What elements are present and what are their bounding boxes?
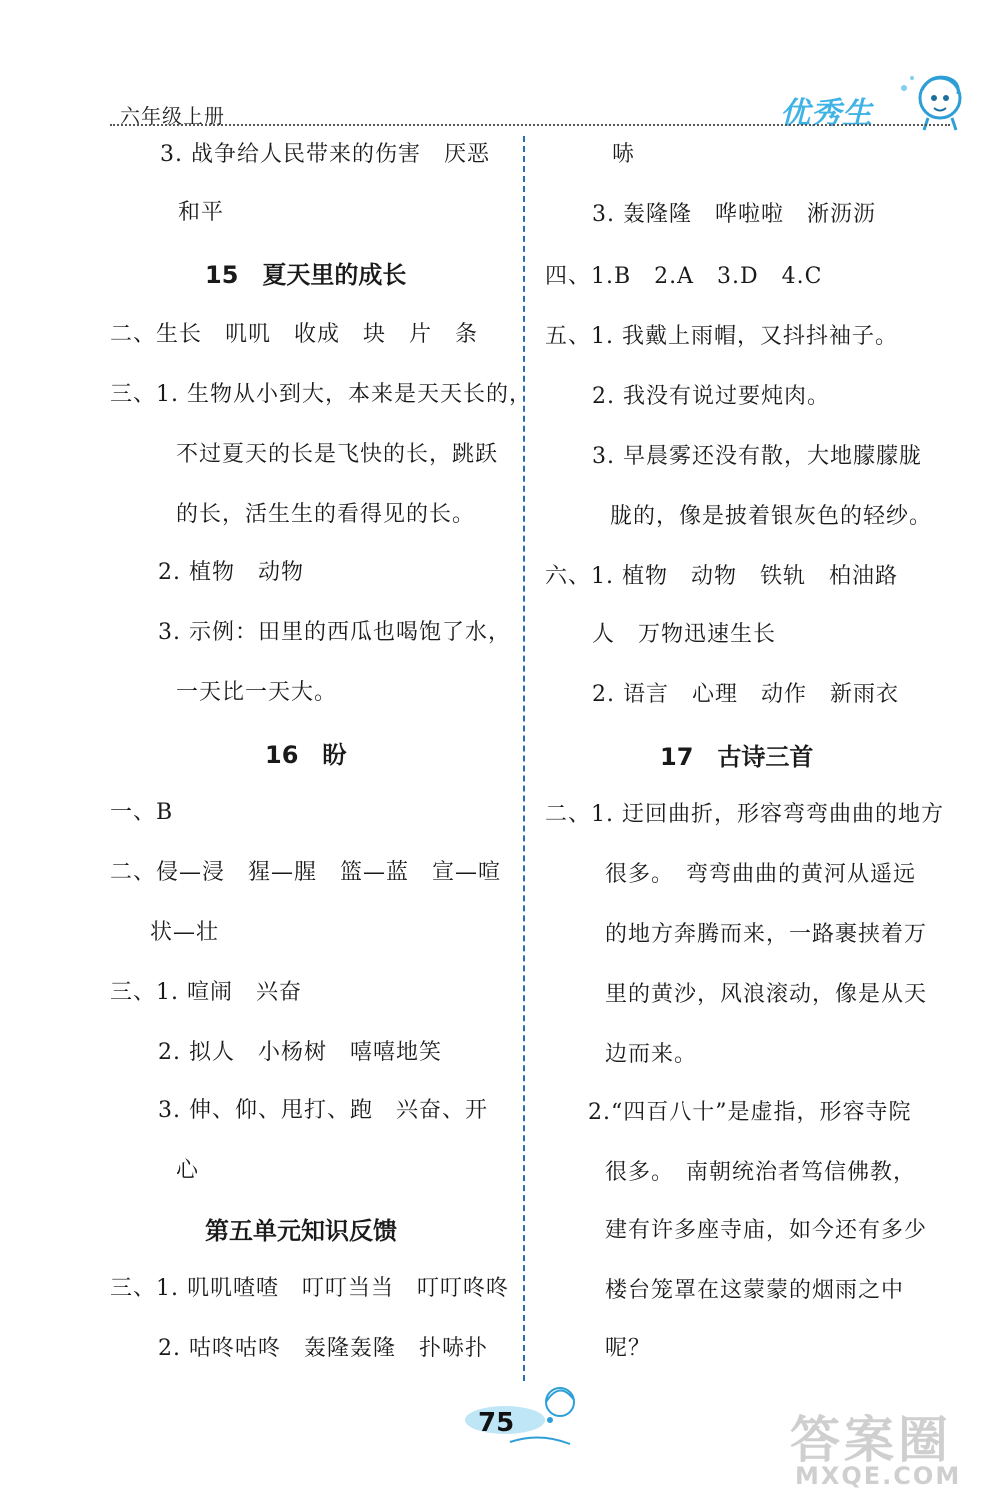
watermark-logo: 答案圈 [790, 1411, 952, 1469]
answer-line: 三、1. 叽叽喳喳 叮叮当当 叮叮咚咚 [110, 1276, 509, 1301]
page-number: 75 [478, 1408, 515, 1438]
answer-line: 和平 [178, 200, 225, 225]
answer-line: 二、1. 迂回曲折，形容弯弯曲曲的地方 [545, 802, 944, 827]
answer-line: 一天比一天大。 [176, 680, 338, 705]
answer-line: 三、1. 喧闹 兴奋 [110, 980, 302, 1005]
answer-line: 二、生长 叽叽 收成 块 片 条 [110, 322, 479, 347]
column-divider [523, 136, 525, 1381]
answer-line: 里的黄沙，风浪滚动，像是从天 [605, 982, 928, 1007]
answer-line: 3. 战争给人民带来的伤害 厌恶 [160, 142, 490, 167]
answer-line: 人 万物迅速生长 [592, 622, 777, 647]
answer-line: 2. 语言 心理 动作 新雨衣 [592, 682, 899, 707]
answer-line: 3. 伸、仰、甩打、跑 兴奋、开 [158, 1098, 488, 1123]
answer-line: 不过夏天的长是飞快的长，跳跃 [176, 442, 499, 467]
lesson-title-15: 15 夏天里的成长 [205, 261, 407, 289]
answer-line: 哧 [612, 142, 636, 167]
answer-line: 3. 早晨雾还没有散，大地朦朦胧 [592, 444, 922, 469]
answer-line: 状—壮 [150, 920, 220, 945]
answer-line: 心 [176, 1158, 200, 1183]
brand-logo-text: 优秀生 [780, 96, 873, 131]
answer-line: 建有许多座寺庙，如今还有多少 [605, 1218, 928, 1243]
answer-line: 3. 轰隆隆 哗啦啦 淅沥沥 [592, 202, 876, 227]
answer-line: 三、1. 生物从小到大，本来是天天长的， [110, 382, 532, 407]
answer-line: 胧的，像是披着银灰色的轻纱。 [610, 504, 933, 529]
answer-line: 楼台笼罩在这蒙蒙的烟雨之中 [605, 1278, 905, 1303]
answer-line: 2. 我没有说过要炖肉。 [592, 384, 830, 409]
answer-line: 2. 拟人 小杨树 嘻嘻地笑 [158, 1040, 442, 1065]
answer-line: 二、侵—浸 猩—腥 篮—蓝 宣—喧 [110, 860, 502, 885]
answer-line: 很多。 南朝统治者笃信佛教， [605, 1160, 917, 1185]
answer-line: 2. 植物 动物 [158, 560, 304, 585]
answer-line: 五、1. 我戴上雨帽，又抖抖袖子。 [545, 324, 898, 349]
answer-line: 呢？ [605, 1336, 652, 1361]
answer-line: 2.“四百八十”是虚指，形容寺院 [588, 1100, 912, 1125]
unit-title-5: 第五单元知识反馈 [205, 1217, 397, 1245]
answer-line: 2. 咕咚咕咚 轰隆轰隆 扑哧扑 [158, 1336, 488, 1361]
answer-line: 很多。 弯弯曲曲的黄河从遥远 [605, 862, 917, 887]
answer-line: 边而来。 [605, 1042, 698, 1067]
grade-label: 六年级上册 [120, 104, 225, 128]
answer-line: 3. 示例：田里的西瓜也喝饱了水， [158, 620, 511, 645]
answer-line: 一、B [110, 800, 174, 825]
answer-line: 六、1. 植物 动物 铁轨 柏油路 [545, 564, 898, 589]
lesson-title-17: 17 古诗三首 [660, 743, 814, 771]
watermark-url: MXQE.COM [795, 1462, 962, 1490]
answer-line: 四、1.B 2.A 3.D 4.C [545, 264, 823, 289]
answer-line: 的地方奔腾而来，一路裹挟着万 [605, 922, 928, 947]
cartoon-decoration-icon [450, 1380, 610, 1450]
lesson-title-16: 16 盼 [265, 741, 347, 769]
header-divider [110, 124, 950, 126]
answer-line: 的长，活生生的看得见的长。 [176, 502, 476, 527]
